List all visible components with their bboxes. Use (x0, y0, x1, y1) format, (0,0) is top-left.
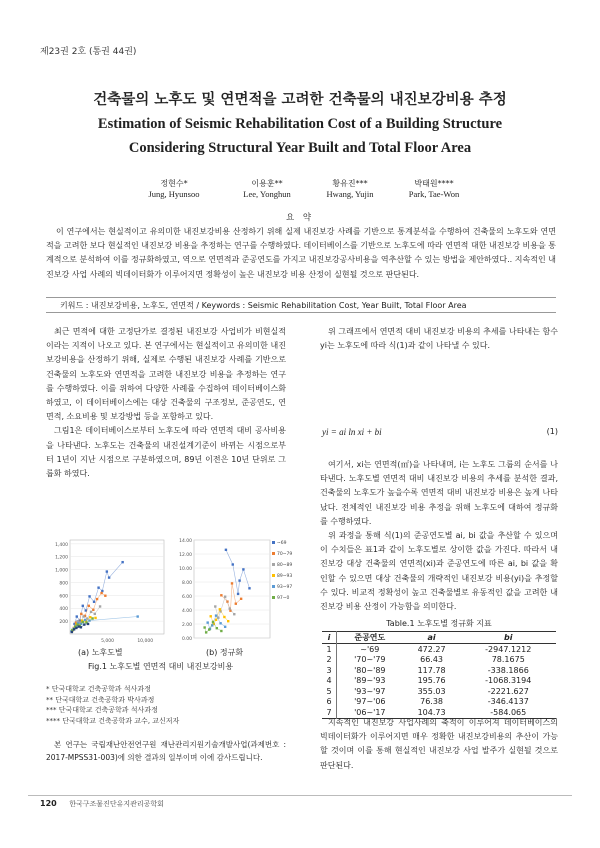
author-name-ko: 박태원**** (414, 179, 454, 188)
data-point (220, 630, 222, 632)
data-point (89, 616, 91, 618)
figure1a-label: (a) 노후도별 (78, 648, 123, 657)
data-point (237, 593, 239, 595)
data-point (235, 603, 237, 605)
data-point (97, 586, 99, 588)
y-tick-label: 2.00 (181, 623, 192, 628)
legend-marker (272, 552, 275, 555)
data-point (93, 601, 95, 603)
data-point (232, 563, 234, 565)
y-tick-label: 1,200 (55, 555, 68, 561)
y-tick-label: 0.00 (181, 637, 192, 642)
table-cell: '70~'79 (354, 655, 386, 665)
table-cell: 355.03 (417, 686, 446, 696)
page-number: 120 (40, 799, 57, 808)
data-point (91, 617, 93, 619)
table-cell: 195.76 (417, 676, 446, 686)
y-tick-label: 14.00 (179, 539, 192, 544)
data-point (108, 576, 110, 578)
journal-name: 한국구조물진단유지관리공학회 (69, 800, 164, 808)
data-point (96, 598, 98, 600)
table-cell: ~'69 (360, 644, 380, 654)
data-point (215, 619, 217, 621)
table-cell: 6 (322, 697, 337, 708)
data-point (231, 582, 233, 584)
figure1b-chart (174, 536, 296, 644)
table-cell: -584.065 (490, 707, 527, 717)
table-header-cell: i (322, 632, 337, 644)
data-point (216, 627, 218, 629)
legend-marker (272, 574, 275, 577)
data-point (80, 626, 82, 628)
table-cell: '80~'89 (354, 665, 386, 675)
table-cell: 104.73 (417, 707, 446, 717)
equation-text: yi = ai ln xi + bi (322, 427, 382, 437)
body-paragraph: 위 과정을 통해 식(1)의 준공연도별 ai, bi 값을 추산할 수 있으며 이 수치들은 표1과 같이 노후도별로 상이한 값을 가진다. 따라서 내진보강 대상 건축물의 연면적(xi)과 준공연도에 따른 ai, bi 값을 확인할 수 있으면 대상 건축물의 개략적인 내진보강 비용(yi)을 추정할 수 있다. 비교적 정확성이 높고 건축물별로 유동적인 값을 고려한 내진보강 비용 산정이 가능함을 의미한다. (320, 531, 558, 612)
figure1a-chart (50, 536, 168, 644)
y-tick-label: 200 (59, 620, 68, 626)
data-point (121, 561, 123, 563)
plot-area (194, 540, 270, 638)
footnote: * 단국대학교 건축공학과 석사과정 (46, 685, 151, 693)
title-english-line2: Considering Structural Year Built and Total Floor Area (128, 140, 472, 156)
legend-label: 80~89 (277, 563, 293, 568)
table-row (322, 655, 556, 666)
trend-line (226, 550, 250, 594)
data-point (208, 628, 210, 630)
table-cell: -1068.3194 (485, 676, 532, 686)
y-tick-label: 800 (59, 581, 68, 587)
legend-marker (272, 585, 275, 588)
data-point (212, 621, 214, 623)
data-point (229, 607, 231, 609)
data-point (219, 622, 221, 624)
table1-caption: Table.1 노후도별 정규화 지표 (386, 619, 492, 628)
body-paragraph: 위 그래프에서 연면적 대비 내진보강 비용의 추세를 나타내는 함수 yi는 노후도에 따라 식(1)과 같이 나타낼 수 있다. (320, 327, 558, 351)
author-name-en: Lee, Yonghun (243, 189, 291, 199)
body-paragraph: 여기서, xi는 연면적(㎡)을 나타내며, i는 노후도 그룹의 순서를 나타낸다. 노후도별 연면적 대비 내진보강 비용의 추세를 분석한 결과, 건축물의 노후도가 높을수록 연면적 대비 내진보강 비용은 높게 나타났다. 전체적인 내진보강 비용 추정을 위해 노후도에 대하여 정규화를 수행하였다. (320, 460, 558, 526)
data-point (77, 625, 79, 627)
author-name-ko: 정현수* (160, 179, 188, 188)
y-tick-label: 8.00 (181, 581, 192, 586)
legend-marker (272, 596, 275, 599)
y-tick-label: 1,400 (55, 542, 68, 548)
table-cell: 76.38 (420, 697, 444, 707)
body-paragraph: 지속적인 내진보강 사업사례의 축적이 이루어져 데이터베이스의 빅데이터화가 이루어지면 매우 정확한 내진보강비용의 추산이 가능 할 것이며 이를 통해 현실적인 내진보강 사업 발주가 실현될 것으로 판단된다. (320, 718, 558, 770)
footnotes (46, 684, 286, 726)
data-point (233, 613, 235, 615)
table-cell: 3 (322, 665, 337, 676)
author-name-ko: 황유진*** (332, 179, 368, 188)
data-point (227, 620, 229, 622)
table1-wrapper (322, 631, 556, 719)
title-korean: 건축물의 노후도 및 연면적을 고려한 건축물의 내진보강비용 추정 (93, 92, 507, 108)
data-point (94, 617, 96, 619)
table-row (322, 665, 556, 676)
table-header-row (322, 632, 556, 644)
data-point (238, 579, 240, 581)
body-paragraph: 최근 면적에 대한 고정단가로 결정된 내진보강 사업비가 비현실적이라는 지적이 나오고 있다. 본 연구에서는 현실적이고 유의미한 내진보강비용을 산정하기 위해, 실제로 수행된 내진보강 사례를 기반으로 건축물의 노후도와 연면적을 고려한 내진보강 비용을 추정하는 연구를 수행하였다. 이를 위하여 다양한 사례를 수집하여 데이터베이스화 하였고, 이 데이터베이스에는 대상 건축물의 구조정보, 준공연도, 연면적, 소요비용 및 보강방법 등을 포함하고 있다. (46, 327, 286, 422)
left-column (46, 325, 286, 481)
table-row (322, 686, 556, 697)
data-point (219, 608, 221, 610)
y-tick-label: 12.00 (179, 553, 192, 558)
table-cell: -346.4137 (487, 697, 529, 707)
figure1-caption: Fig.1 노후도별 연면적 대비 내진보강비용 (88, 662, 234, 671)
author (379, 178, 489, 200)
figure1a-svg (50, 536, 168, 644)
table-header-cell: ai (427, 633, 436, 642)
y-tick-label: 4.00 (181, 609, 192, 614)
title-english-line1: Estimation of Seismic Rehabilitation Cost of a Building Structure (97, 116, 503, 132)
data-point (240, 598, 242, 600)
data-point (203, 626, 205, 628)
data-point (104, 595, 106, 597)
data-point (80, 613, 82, 615)
data-point (223, 616, 225, 618)
abstract-heading: 요 약 (285, 213, 315, 223)
author-name-ko: 이용훈** (251, 179, 283, 188)
legend-label: 97~0 (277, 596, 290, 601)
table-cell: -338.1866 (487, 665, 529, 675)
data-point (136, 615, 138, 617)
data-point (210, 615, 212, 617)
keywords-line: 키워드 : 내진보강비용, 노후도, 연면적 / Keywords : Seismic Rehabilitation Cost, Year Built, Total Floor Area (46, 297, 556, 313)
issue-header: 제23권 2호 (통권 44권) (40, 47, 137, 57)
y-tick-label: 1,000 (55, 568, 68, 574)
body-paragraph: 그림1은 데이터베이스로부터 노후도에 따라 연면적 대비 공사비용을 나타낸다. 노후도는 건축물의 내진설계기준이 바뀌는 시점으로부터 1년이 지난 시점으로 구분하였으며, 89년 이전은 10년 단위로 그룹화 하였다. (46, 426, 286, 479)
figure1b-svg (174, 536, 296, 644)
data-point (100, 592, 102, 594)
author-name-en: Jung, Hyunsoo (148, 189, 200, 199)
legend-marker (272, 563, 275, 566)
table-cell: 66.43 (420, 655, 444, 665)
data-point (224, 626, 226, 628)
right-column-body (320, 458, 558, 614)
table-cell: 117.78 (417, 665, 446, 675)
table-header-cell: 준공연도 (354, 633, 386, 642)
table-row (322, 644, 556, 655)
data-point (92, 609, 94, 611)
legend-marker (272, 541, 275, 544)
table-cell: '89~'93 (354, 676, 386, 686)
table1 (322, 631, 556, 719)
data-point (106, 570, 108, 572)
table-cell: -2947.1212 (485, 644, 532, 654)
x-tick-label: 10,000 (137, 639, 154, 644)
abstract-text: 이 연구에서는 현실적이고 유의미한 내진보강비용 산정하기 위해 실제 내진보강 사례를 기반으로 통계분석을 수행하여 건축물의 노후도와 연면적을 고려한 보다 현실적인 내진보강 비용을 추정하는 연구를 수행하였다. 데이터베이스를 기반으로 노후도에 따라 연면적 대한 내진보강 비용을 통계적으로 분석하여 이를 정규화하였고, 역으로 연면적과 준공연도를 가지고 내진보강공사비용을 역추산할 수 있는 방법을 제안하였다.. 지속적인 내진보강 사업 사례의 빅데이터화가 이루어지면 정확성이 높은 내진보강 비용 산정이 실현될 것으로 판단된다. (46, 227, 556, 279)
data-point (214, 605, 216, 607)
data-point (82, 615, 84, 617)
table-cell: 472.27 (417, 644, 446, 654)
legend-label: 70~79 (277, 552, 293, 557)
data-point (84, 619, 86, 621)
table-cell: '97~'06 (354, 697, 386, 707)
right-column-conclusion (320, 716, 558, 773)
data-point (71, 631, 73, 633)
table-cell: -2221.627 (487, 686, 529, 696)
data-point (75, 627, 77, 629)
data-point (88, 605, 90, 607)
figure1b-label: (b) 정규화 (206, 648, 244, 657)
table-cell: '93~'97 (354, 686, 386, 696)
table-cell: 1 (322, 644, 337, 655)
right-column-intro (320, 325, 558, 353)
table-cell: 2 (322, 655, 337, 666)
legend-label: ~69 (277, 541, 287, 546)
y-tick-label: 6.00 (181, 595, 192, 600)
table-row (322, 697, 556, 708)
data-point (215, 614, 217, 616)
footer-rule (28, 795, 572, 796)
data-point (87, 623, 89, 625)
author-name-en: Hwang, Yujin (326, 189, 374, 199)
data-point (90, 611, 92, 613)
data-point (88, 595, 90, 597)
author-name-en: Park, Tae-Won (408, 189, 460, 199)
footnote: *** 단국대학교 건축공학과 석사과정 (46, 706, 158, 714)
footnote: **** 단국대학교 건축공학과 교수, 교신저자 (46, 716, 180, 725)
page-footer (40, 799, 164, 809)
table-row (322, 676, 556, 687)
data-point (82, 605, 84, 607)
data-point (248, 587, 250, 589)
data-point (242, 568, 244, 570)
table-cell: 78.1675 (491, 655, 525, 665)
y-tick-label: 400 (59, 607, 68, 613)
data-point (224, 596, 226, 598)
acknowledgement: 본 연구는 국립재난안전연구원 재난관리지원기술개발사업(과제번호 : 2017-MPSS31-003)에 의한 결과의 일부이며 이에 감사드립니다. (46, 740, 286, 762)
data-point (73, 628, 75, 630)
table-header-cell: bi (504, 633, 513, 642)
data-point (225, 549, 227, 551)
data-point (99, 605, 101, 607)
x-tick-label: 5,000 (101, 639, 115, 644)
y-tick-label: 600 (59, 594, 68, 600)
table-cell: 7 (322, 707, 337, 718)
table-cell: '06~'17 (354, 707, 386, 717)
table-cell: 5 (322, 686, 337, 697)
equation-number: (1) (546, 427, 558, 436)
data-point (206, 621, 208, 623)
equation-1 (320, 427, 558, 438)
data-point (220, 594, 222, 596)
data-point (94, 613, 96, 615)
data-point (82, 621, 84, 623)
table-cell: 4 (322, 676, 337, 687)
y-tick-label: 10.00 (179, 567, 192, 572)
legend-label: 89~93 (277, 574, 293, 579)
data-point (205, 631, 207, 633)
data-point (76, 615, 78, 617)
data-point (83, 623, 85, 625)
legend-label: 93~97 (277, 585, 293, 590)
author-list (0, 178, 600, 208)
footnote: ** 단국대학교 건축공학과 박사과정 (46, 695, 155, 704)
